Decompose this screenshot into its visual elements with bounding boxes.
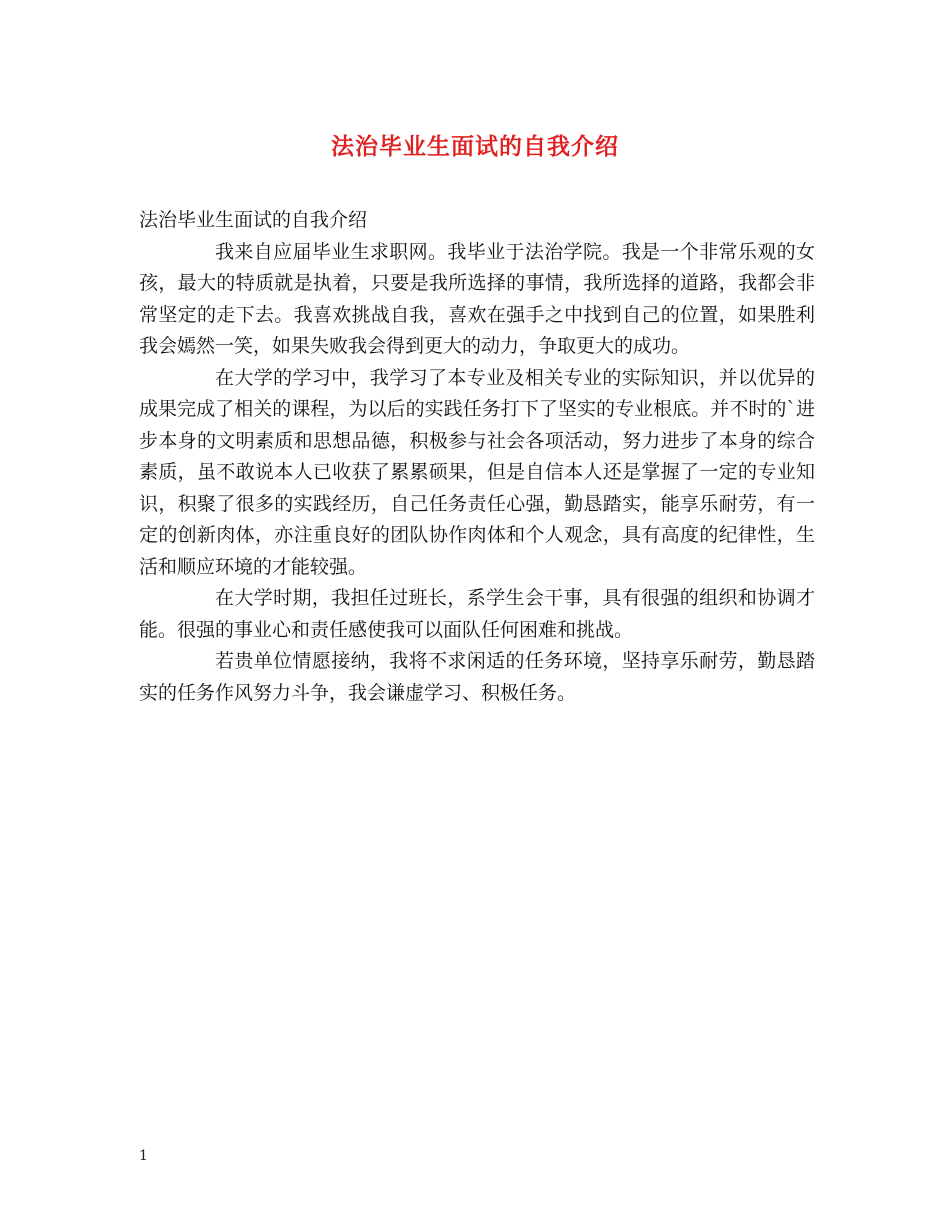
paragraph-experience: 在大学时期，我担任过班长，系学生会干事，具有很强的组织和协调才能。很强的事业心和责任感使我可以面队任何困难和挑战。 xyxy=(139,587,815,641)
paragraph-intro: 我来自应届毕业生求职网。我毕业于法治学院。我是一个非常乐观的女孩，最大的特质就是执着，只要是我所选择的事情，我所选择的道路，我都会非常坚定的走下去。我喜欢挑战自我，喜欢在强手之中找到自己的位置，如果胜利我会嫣然一笑，如果失败我会得到更大的动力，争取更大的成功。 xyxy=(139,240,815,357)
paragraph-closing: 若贵单位情愿接纳，我将不求闲适的任务环境，坚持享乐耐劳，勤恳踏实的任务作风努力斗争，我会谦虚学习、积极任务。 xyxy=(139,650,815,704)
page-number: 1 xyxy=(139,1148,148,1164)
document-body xyxy=(139,205,815,709)
document-subtitle: 法治毕业生面试的自我介绍 xyxy=(139,209,368,231)
paragraph-study: 在大学的学习中，我学习了本专业及相关专业的实际知识，并以优异的成果完成了相关的课程，为以后的实践任务打下了坚实的专业根底。并不时的`进步本身的文明素质和思想品德，积极参与社会各项活动，努力进步了本身的综合素质，虽不敢说本人已收获了累累硕果，但是自信本人还是掌握了一定的专业知识，积聚了很多的实践经历，自己任务责任心强，勤恳踏实，能享乐耐劳，有一定的创新肉体，亦注重良好的团队协作肉体和个人观念，具有高度的纪律性，生活和顺应环境的才能较强。 xyxy=(139,366,815,578)
page-title: 法治毕业生面试的自我介绍 xyxy=(331,133,619,160)
